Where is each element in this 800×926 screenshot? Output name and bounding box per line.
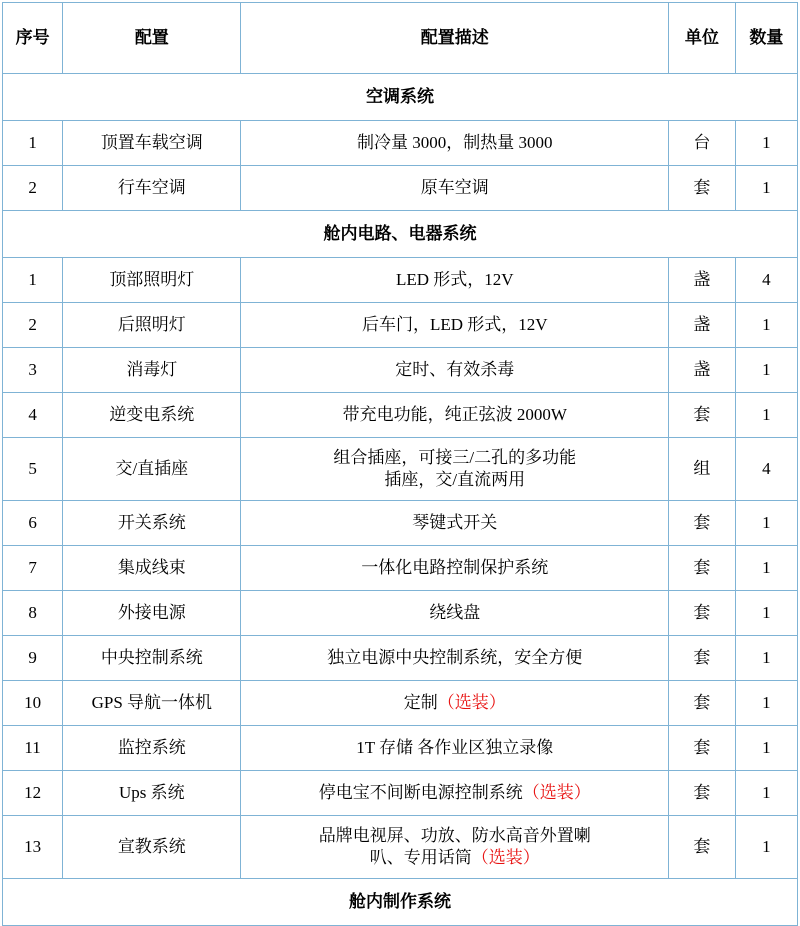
- row-no: 4: [3, 393, 63, 438]
- table-row: [3, 393, 798, 438]
- row-unit: 盏: [669, 348, 736, 393]
- row-qty: 1: [735, 303, 797, 348]
- row-qty: 4: [735, 438, 797, 501]
- row-unit: 套: [669, 816, 736, 879]
- row-description: 1T 存储 各作业区独立录像: [241, 726, 669, 771]
- header-unit-label: 单位: [684, 27, 719, 47]
- row-unit: 盏: [669, 258, 736, 303]
- row-qty: 1: [735, 636, 797, 681]
- row-description: LED 形式，12V: [241, 258, 669, 303]
- row-config: 逆变电系统: [63, 393, 241, 438]
- row-qty: 1: [735, 681, 797, 726]
- row-description-text: 定制: [403, 692, 438, 712]
- row-no: 9: [3, 636, 63, 681]
- table-header-row: [3, 3, 798, 74]
- row-unit: 套: [669, 501, 736, 546]
- table-row: [3, 438, 798, 501]
- row-no: 11: [3, 726, 63, 771]
- row-config: 行车空调: [63, 166, 241, 211]
- row-no: 3: [3, 348, 63, 393]
- row-description: 定时、有效杀毒: [241, 348, 669, 393]
- row-description-line1: 品牌电视屏、功放、防水高音外置喇: [318, 825, 591, 845]
- header-config: 配置: [63, 3, 241, 74]
- row-description: [241, 816, 669, 879]
- table-row: [3, 771, 798, 816]
- row-unit: 套: [669, 591, 736, 636]
- row-description-optional: （选装）: [522, 782, 591, 802]
- row-no: 13: [3, 816, 63, 879]
- row-config: 交/直插座: [63, 438, 241, 501]
- row-description-line1: 组合插座，可接三/二孔的多功能: [333, 447, 577, 467]
- row-config: 宣教系统: [63, 816, 241, 879]
- configuration-table: [2, 2, 798, 926]
- row-config: 监控系统: [63, 726, 241, 771]
- header-unit: [669, 3, 736, 74]
- table-row: [3, 591, 798, 636]
- section-header-row: [3, 74, 798, 121]
- table-row: [3, 258, 798, 303]
- row-config: 开关系统: [63, 501, 241, 546]
- row-unit: 套: [669, 771, 736, 816]
- section-title: 舱内制作系统: [3, 879, 798, 926]
- row-unit: 台: [669, 121, 736, 166]
- row-no: 1: [3, 258, 63, 303]
- header-qty: [735, 3, 797, 74]
- table-row: [3, 726, 798, 771]
- row-qty: 1: [735, 121, 797, 166]
- row-qty: 1: [735, 591, 797, 636]
- section-title: 空调系统: [3, 74, 798, 121]
- table-row: [3, 546, 798, 591]
- row-unit: 盏: [669, 303, 736, 348]
- row-no: 2: [3, 166, 63, 211]
- row-unit: 套: [669, 546, 736, 591]
- row-no: 6: [3, 501, 63, 546]
- table-row: [3, 303, 798, 348]
- table-row: [3, 501, 798, 546]
- row-description: [241, 438, 669, 501]
- row-config: 集成线束: [63, 546, 241, 591]
- row-description-optional: （选装）: [437, 692, 506, 712]
- row-description: 独立电源中央控制系统，安全方便: [241, 636, 669, 681]
- row-config: 外接电源: [63, 591, 241, 636]
- row-config: Ups 系统: [63, 771, 241, 816]
- header-no: 序号: [3, 3, 63, 74]
- row-description-line2: 插座，交/直流两用: [384, 470, 526, 489]
- row-config: 消毒灯: [63, 348, 241, 393]
- row-config: GPS 导航一体机: [63, 681, 241, 726]
- table-row: [3, 636, 798, 681]
- table-row: [3, 816, 798, 879]
- row-qty: 1: [735, 726, 797, 771]
- row-description: 一体化电路控制保护系统: [241, 546, 669, 591]
- row-qty: 1: [735, 771, 797, 816]
- row-unit: 套: [669, 393, 736, 438]
- row-config: 中央控制系统: [63, 636, 241, 681]
- row-qty: 1: [735, 501, 797, 546]
- row-unit: 套: [669, 726, 736, 771]
- table-row: [3, 166, 798, 211]
- row-unit: 套: [669, 166, 736, 211]
- row-no: 2: [3, 303, 63, 348]
- row-qty: 4: [735, 258, 797, 303]
- row-qty: 1: [735, 348, 797, 393]
- row-description-optional: （选装）: [471, 848, 540, 867]
- table-row: [3, 681, 798, 726]
- row-config: 顶置车载空调: [63, 121, 241, 166]
- row-no: 10: [3, 681, 63, 726]
- row-unit: 套: [669, 681, 736, 726]
- row-unit: 组: [669, 438, 736, 501]
- section-title: 舱内电路、电器系统: [3, 211, 798, 258]
- row-description: [241, 771, 669, 816]
- row-description-line2: 叭、专用话筒: [369, 848, 472, 867]
- row-no: 7: [3, 546, 63, 591]
- row-description: 制冷量 3000，制热量 3000: [241, 121, 669, 166]
- row-description: 琴键式开关: [241, 501, 669, 546]
- row-no: 1: [3, 121, 63, 166]
- header-description: 配置描述: [241, 3, 669, 74]
- row-description: 带充电功能，纯正弦波 2000W: [241, 393, 669, 438]
- table-row: [3, 121, 798, 166]
- row-no: 8: [3, 591, 63, 636]
- row-config: 后照明灯: [63, 303, 241, 348]
- row-config: 顶部照明灯: [63, 258, 241, 303]
- row-qty: 1: [735, 816, 797, 879]
- row-no: 12: [3, 771, 63, 816]
- header-qty-label: 数量: [749, 27, 784, 47]
- row-no: 5: [3, 438, 63, 501]
- row-description-text: 停电宝不间断电源控制系统: [318, 782, 523, 802]
- row-unit: 套: [669, 636, 736, 681]
- row-description: 原车空调: [241, 166, 669, 211]
- row-qty: 1: [735, 546, 797, 591]
- section-header-row: [3, 879, 798, 926]
- section-header-row: [3, 211, 798, 258]
- row-description: 绕线盘: [241, 591, 669, 636]
- row-description: [241, 681, 669, 726]
- table-row: [3, 348, 798, 393]
- row-description: 后车门，LED 形式，12V: [241, 303, 669, 348]
- row-qty: 1: [735, 166, 797, 211]
- row-qty: 1: [735, 393, 797, 438]
